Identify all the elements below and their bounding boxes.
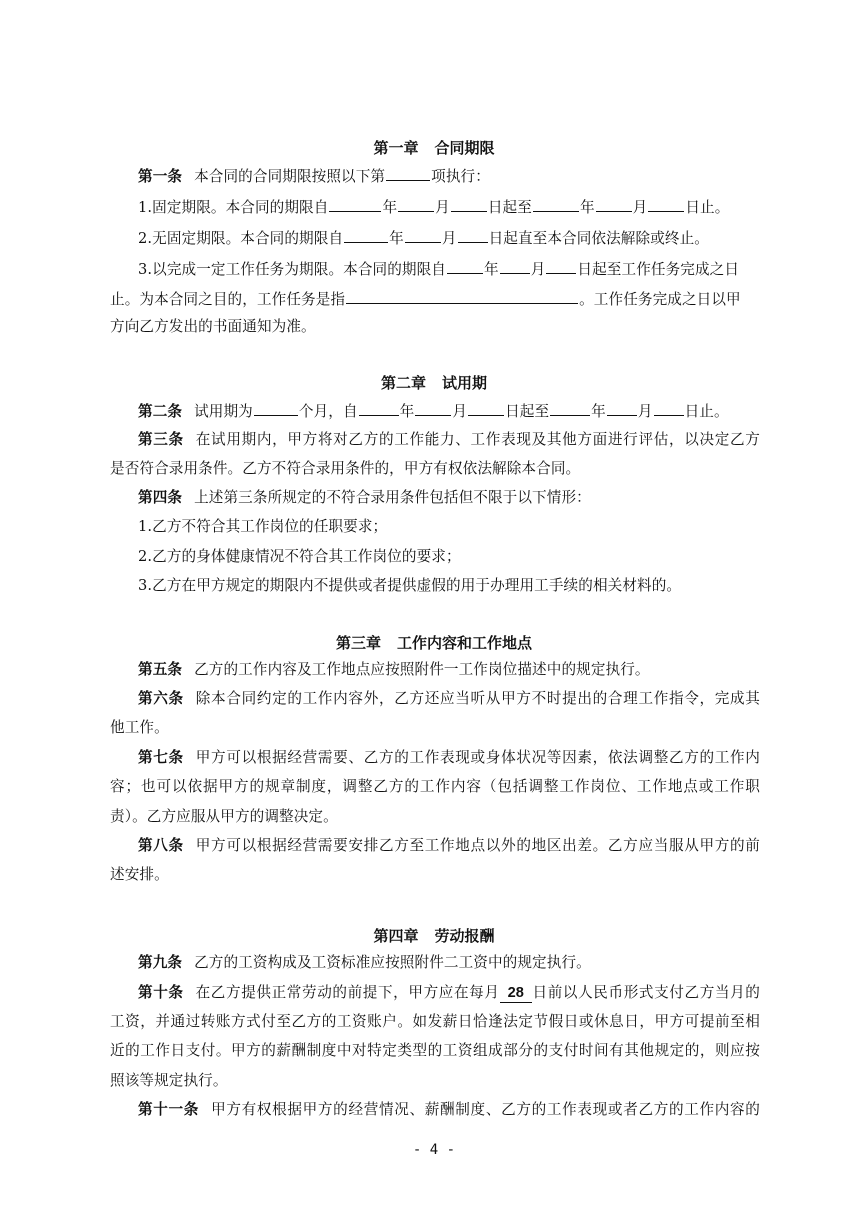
work-task-field[interactable] <box>346 289 578 304</box>
chapter-number: 第三章 <box>335 634 381 652</box>
article-10-line-2: 工资，并通过转账方式付至乙方的工资账户。如发薪日恰逢法定节假日或休息日，甲方可提前至相 <box>110 1013 760 1030</box>
article-2: 第二条 试用期为 个月，自 年 月 日起至 年 月 日止。 <box>138 403 729 420</box>
article-11-line-1: 第十一条 甲方有权根据甲方的经营情况、薪酬制度、乙方的工作表现或者乙方的工作内容的 <box>138 1101 760 1118</box>
chapter-title: 合同期限 <box>434 139 495 157</box>
chapter-title: 试用期 <box>442 374 488 392</box>
chapter-3-heading <box>0 632 868 653</box>
article-4-item-1: 1.乙方不符合其工作岗位的任职要求； <box>138 518 388 535</box>
article-7-line-3: 责）。乙方应服从甲方的调整决定。 <box>110 808 338 825</box>
chapter-title: 工作内容和工作地点 <box>397 634 533 652</box>
blank-field[interactable] <box>596 197 632 212</box>
blank-field[interactable] <box>550 401 590 416</box>
chapter-title: 劳动报酬 <box>434 927 495 945</box>
article-label: 第九条 <box>138 954 183 971</box>
article-label: 第四条 <box>138 489 183 506</box>
chapter-number: 第一章 <box>373 139 419 157</box>
blank-field[interactable] <box>654 401 684 416</box>
blank-field[interactable] <box>405 228 441 243</box>
article-8-line-2: 述安排。 <box>110 866 169 883</box>
article-label: 第三条 <box>138 431 184 448</box>
article-4-item-3: 3.乙方在甲方规定的期限内不提供或者提供虚假的用于办理用工手续的相关材料的。 <box>138 577 682 594</box>
article-7-line-1: 第七条 甲方可以根据经营需要、乙方的工作表现或身体状况等因素，依法调整乙方的工作内 <box>138 749 760 766</box>
article-7-line-2: 容；也可以依据甲方的规章制度，调整乙方的工作内容（包括调整工作岗位、工作地点或工作职 <box>110 778 760 795</box>
chapter-2-heading <box>0 372 868 393</box>
article-label: 第二条 <box>138 403 183 420</box>
article-1-item-3-line-2: 止。为本合同之目的，工作任务是指 。工作任务完成之日以甲 <box>110 291 741 308</box>
article-label: 第八条 <box>138 837 184 854</box>
article-10-line-3: 近的工作日支付。甲方的薪酬制度中对特定类型的工资组成部分的支付时间有其他规定的，则应按 <box>110 1042 760 1059</box>
article-label: 第一条 <box>138 168 183 185</box>
blank-field[interactable] <box>468 401 504 416</box>
chapter-number: 第四章 <box>373 927 419 945</box>
blank-field[interactable] <box>458 228 488 243</box>
article-1: 第一条 本合同的合同期限按照以下第 项执行： <box>138 168 490 185</box>
blank-field[interactable] <box>344 228 388 243</box>
blank-field[interactable] <box>398 197 434 212</box>
article-3-line-2: 是否符合录用条件。乙方不符合录用条件的，甲方有权依法解除本合同。 <box>110 460 581 477</box>
article-label: 第七条 <box>138 749 184 766</box>
blank-field[interactable] <box>447 259 483 274</box>
blank-field[interactable] <box>533 197 579 212</box>
chapter-number: 第二章 <box>380 374 426 392</box>
article-6-line-1: 第六条 除本合同约定的工作内容外，乙方还应当听从甲方不时提出的合理工作指令，完成其 <box>138 690 760 707</box>
blank-field[interactable] <box>254 401 298 416</box>
article-label: 第十条 <box>138 984 184 1001</box>
article-3-line-1: 第三条 在试用期内，甲方将对乙方的工作能力、工作表现及其他方面进行评估，以决定乙方 <box>138 431 760 448</box>
blank-field[interactable] <box>451 197 487 212</box>
blank-field[interactable] <box>329 197 381 212</box>
article-label: 第六条 <box>138 690 184 707</box>
article-8-line-1: 第八条 甲方可以根据经营需要安排乙方至工作地点以外的地区出差。乙方应当服从甲方的前 <box>138 837 760 854</box>
blank-field[interactable] <box>415 401 451 416</box>
pay-day-value[interactable]: 28 <box>500 984 532 1003</box>
page-number: - 4 - <box>412 1142 456 1158</box>
article-4-item-2: 2.乙方的身体健康情况不符合其工作岗位的要求； <box>138 548 461 565</box>
blank-field[interactable] <box>546 259 576 274</box>
blank-field[interactable] <box>648 197 684 212</box>
blank-field[interactable] <box>607 401 637 416</box>
article-10-line-4: 照该等规定执行。 <box>110 1072 228 1089</box>
article-5: 第五条 乙方的工作内容及工作地点应按照附件一工作岗位描述中的规定执行。 <box>138 661 650 678</box>
article-1-item-1: 1.固定期限。本合同的期限自 年 月 日起至 年 月 日止。 <box>138 199 730 216</box>
article-1-item-2: 2.无固定期限。本合同的期限自 年 月 日起直至本合同依法解除或终止。 <box>138 230 709 247</box>
article-label: 第五条 <box>138 661 183 678</box>
article-label: 第十一条 <box>138 1101 200 1118</box>
blank-field[interactable] <box>500 259 530 274</box>
article-9: 第九条 乙方的工资构成及工资标准应按照附件二工资中的规定执行。 <box>138 954 591 971</box>
blank-field[interactable] <box>359 401 399 416</box>
article-1-item-3: 3.以完成一定工作任务为期限。本合同的期限自 年 月 日起至工作任务完成之日 <box>138 261 740 278</box>
article-4: 第四条 上述第三条所规定的不符合录用条件包括但不限于以下情形： <box>138 489 591 506</box>
chapter-1-heading <box>0 137 868 158</box>
chapter-4-heading <box>0 925 868 946</box>
article-1-item-3-line-3: 方向乙方发出的书面通知为准。 <box>110 318 316 335</box>
article-10-line-1: 第十条 在乙方提供正常劳动的前提下，甲方应在每月 28 日前以人民币形式支付乙方当月的 <box>138 984 760 1001</box>
article-6-line-2: 他工作。 <box>110 719 169 736</box>
blank-field[interactable] <box>386 166 430 181</box>
